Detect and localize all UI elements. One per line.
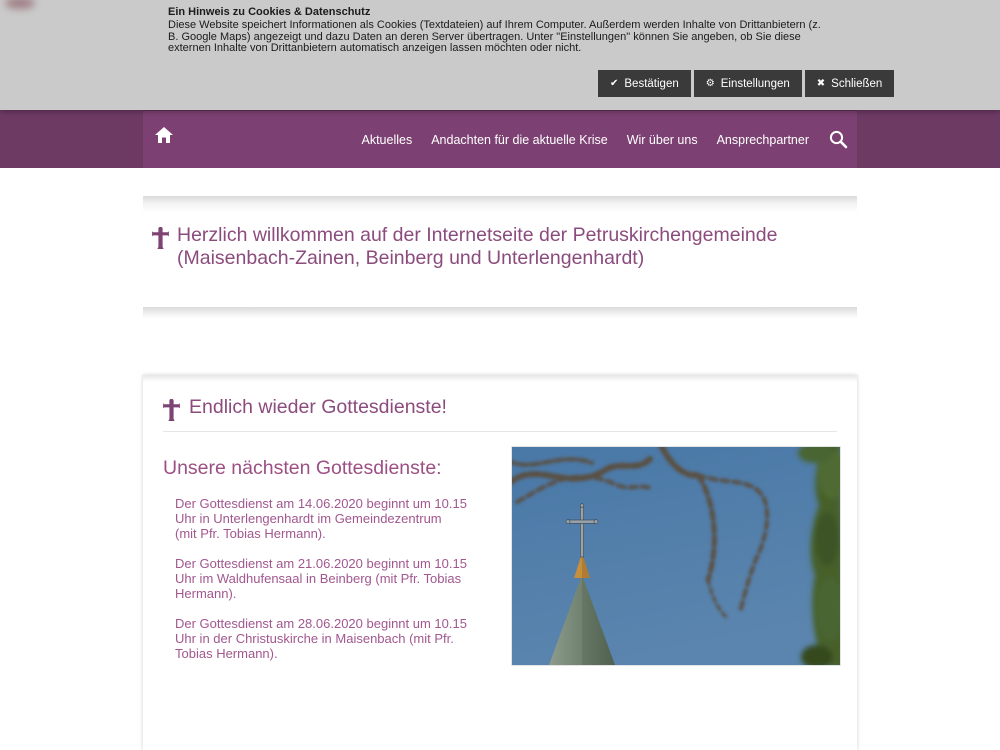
service-entry-2: Der Gottesdienst am 21.06.2020 beginnt um 10.15 Uhr im Waldhufensaal in Beinberg (mit Pfr. Tobias Hermann).	[175, 556, 467, 601]
background-smudge	[5, 0, 35, 9]
service-entry-1: Der Gottesdienst am 14.06.2020 beginnt um 10.15 Uhr in Unterlengenhardt im Gemeindezentrum (mit Pfr. Tobias Hermann).	[175, 496, 467, 541]
welcome-box	[143, 196, 857, 296]
close-button-label: Schließen	[831, 77, 883, 90]
cookie-banner	[0, 0, 1000, 110]
confirm-button[interactable]	[598, 70, 691, 97]
page-title: Herzlich willkommen auf der Internetseite der Petruskirchengemeinde (Maisenbach-Zainen, Beinberg und Unterlengenhardt)	[177, 224, 778, 269]
gear-icon: ⚙	[705, 77, 715, 89]
nav-menu	[361, 129, 857, 150]
cross-icon	[163, 399, 180, 421]
services-subtitle: Unsere nächsten Gottesdienste:	[163, 457, 442, 479]
nav-item-wir-ueber-uns[interactable]: Wir über uns	[626, 132, 698, 147]
list-item	[163, 496, 498, 541]
list-item	[163, 556, 498, 601]
cookie-button-row	[598, 70, 894, 97]
navbar-container	[143, 110, 857, 168]
services-text-column	[163, 457, 498, 675]
cookie-notice-title: Ein Hinweis zu Cookies & Datenschutz	[168, 6, 371, 18]
section-shadow-band	[143, 307, 857, 319]
nav-item-andachten[interactable]: Andachten für die aktuelle Krise	[431, 132, 608, 147]
settings-button[interactable]	[694, 70, 802, 97]
main-navbar	[0, 110, 1000, 168]
check-icon: ✔	[610, 77, 619, 89]
nav-item-ansprechpartner[interactable]: Ansprechpartner	[716, 132, 809, 147]
home-icon	[154, 125, 174, 145]
church-photo	[511, 446, 841, 666]
list-item	[163, 616, 498, 661]
section-title: Endlich wieder Gottesdienste!	[189, 396, 447, 418]
services-list	[163, 496, 498, 661]
nav-item-aktuelles[interactable]: Aktuelles	[361, 132, 413, 147]
cross-icon	[152, 227, 169, 249]
home-button[interactable]	[154, 125, 174, 145]
cookie-notice-body: Diese Website speichert Informationen als Cookies (Textdateien) auf Ihrem Computer. Außerdem werden Inhalte von Drittanbietern (z. B. Google Maps) angezeigt und dazu Daten an deren Server übertragen. Unter "Einstellungen" können Sie angeben, ob Sie diese externen Inhalte von Drittanbietern automatisch anzeigen lassen möchten oder nicht.	[168, 18, 821, 55]
search-icon	[828, 129, 849, 150]
divider	[163, 431, 837, 432]
cookie-notice-text	[168, 7, 826, 55]
service-entry-3: Der Gottesdienst am 28.06.2020 beginnt um 10.15 Uhr in der Christuskirche in Maisenbach (mit Pfr. Tobias Hermann).	[175, 616, 467, 661]
search-button[interactable]	[828, 129, 849, 150]
close-button[interactable]	[805, 70, 895, 97]
settings-button-label: Einstellungen	[720, 77, 790, 90]
close-icon: ✖	[816, 77, 826, 89]
confirm-button-label: Bestätigen	[624, 77, 679, 90]
services-box	[143, 375, 857, 750]
